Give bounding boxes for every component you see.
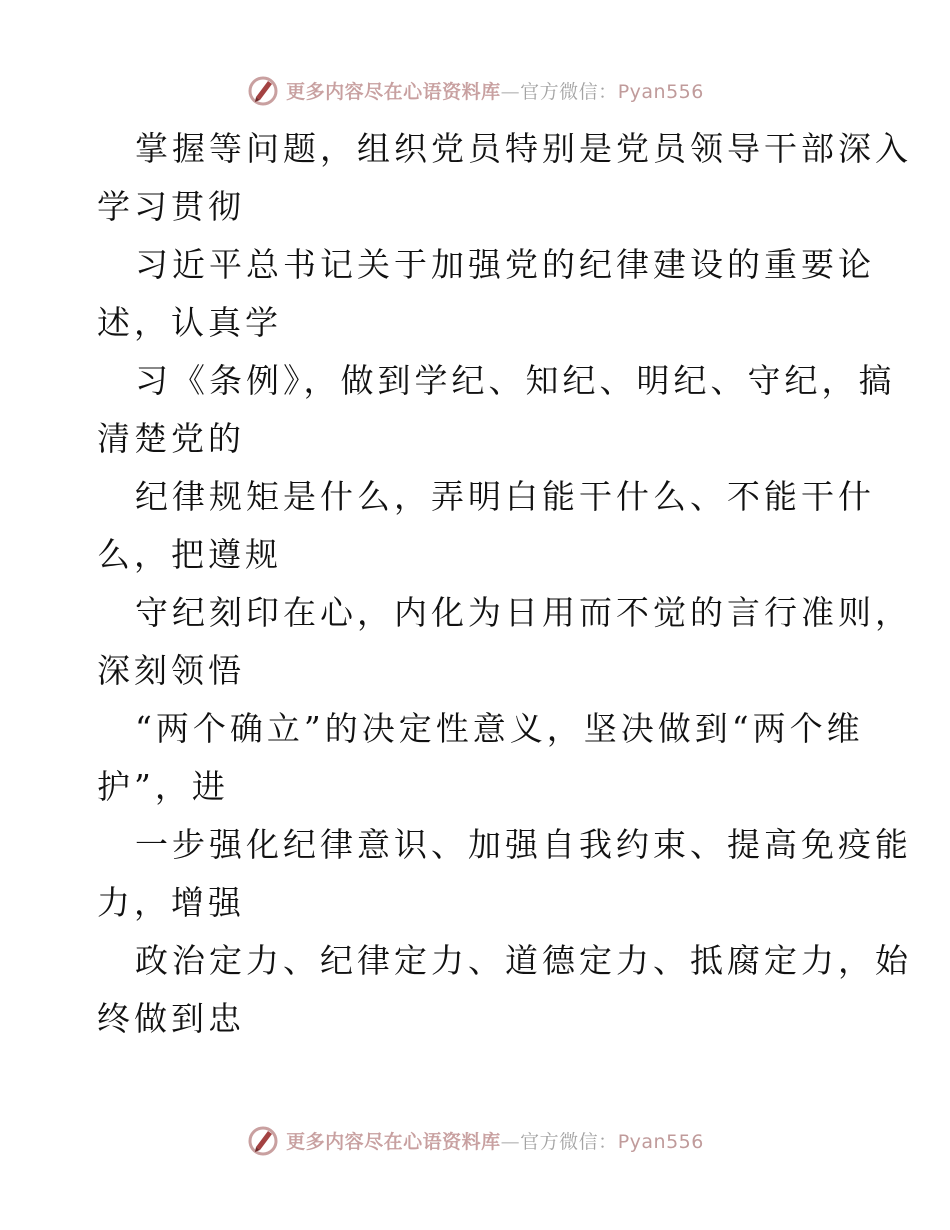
- footer-watermark: [0, 1120, 950, 1160]
- paragraph-line: 终做到忠: [97, 999, 245, 1038]
- paragraph: [97, 236, 875, 352]
- header-watermark: [0, 70, 950, 110]
- paragraph-line: 深刻领悟: [97, 651, 245, 690]
- paragraph: [97, 700, 864, 816]
- watermark-id: Pyan556: [617, 1130, 704, 1153]
- paragraph: [97, 584, 912, 700]
- paragraph-line: 纪律规矩是什么，弄明白能干什么、不能干什: [135, 477, 875, 516]
- pen-logo-icon: [246, 1123, 280, 1157]
- paragraph-line: 一步强化纪律意识、加强自我约束、提高免疫能: [135, 825, 912, 864]
- paragraph-line: 学习贯彻: [97, 187, 245, 226]
- paragraph-line: 力，增强: [97, 883, 245, 922]
- paragraph-line: 述，认真学: [97, 303, 282, 342]
- watermark-separator: —: [500, 1130, 521, 1153]
- paragraph-line: 护”，进: [97, 767, 229, 806]
- paragraph-line: 掌握等问题，组织党员特别是党员领导干部深入: [135, 129, 912, 168]
- watermark-label: 官方微信：: [520, 80, 618, 103]
- watermark-brand: 更多内容尽在心语资料库: [286, 80, 501, 103]
- watermark-separator: —: [500, 80, 521, 103]
- paragraph-line: 政治定力、纪律定力、道德定力、抵腐定力，始: [135, 941, 912, 980]
- paragraph-line: 么，把遵规: [97, 535, 282, 574]
- paragraph: [97, 468, 875, 584]
- paragraph: [97, 120, 912, 236]
- paragraph-line: 习近平总书记关于加强党的纪律建设的重要论: [135, 245, 875, 284]
- paragraph: [97, 352, 896, 468]
- document-body: [97, 120, 912, 1048]
- paragraph: [97, 932, 912, 1048]
- paragraph: [97, 816, 912, 932]
- paragraph-line: 守纪刻印在心，内化为日用而不觉的言行准则，: [135, 593, 912, 632]
- paragraph-line: 习《条例》，做到学纪、知纪、明纪、守纪，搞: [135, 361, 896, 400]
- watermark-label: 官方微信：: [520, 1130, 618, 1153]
- pen-logo-icon: [246, 73, 280, 107]
- watermark-id: Pyan556: [617, 80, 704, 103]
- paragraph-line: 清楚党的: [97, 419, 245, 458]
- watermark-brand: 更多内容尽在心语资料库: [286, 1130, 501, 1153]
- paragraph-line: “两个确立”的决定性意义，坚决做到“两个维: [135, 709, 864, 748]
